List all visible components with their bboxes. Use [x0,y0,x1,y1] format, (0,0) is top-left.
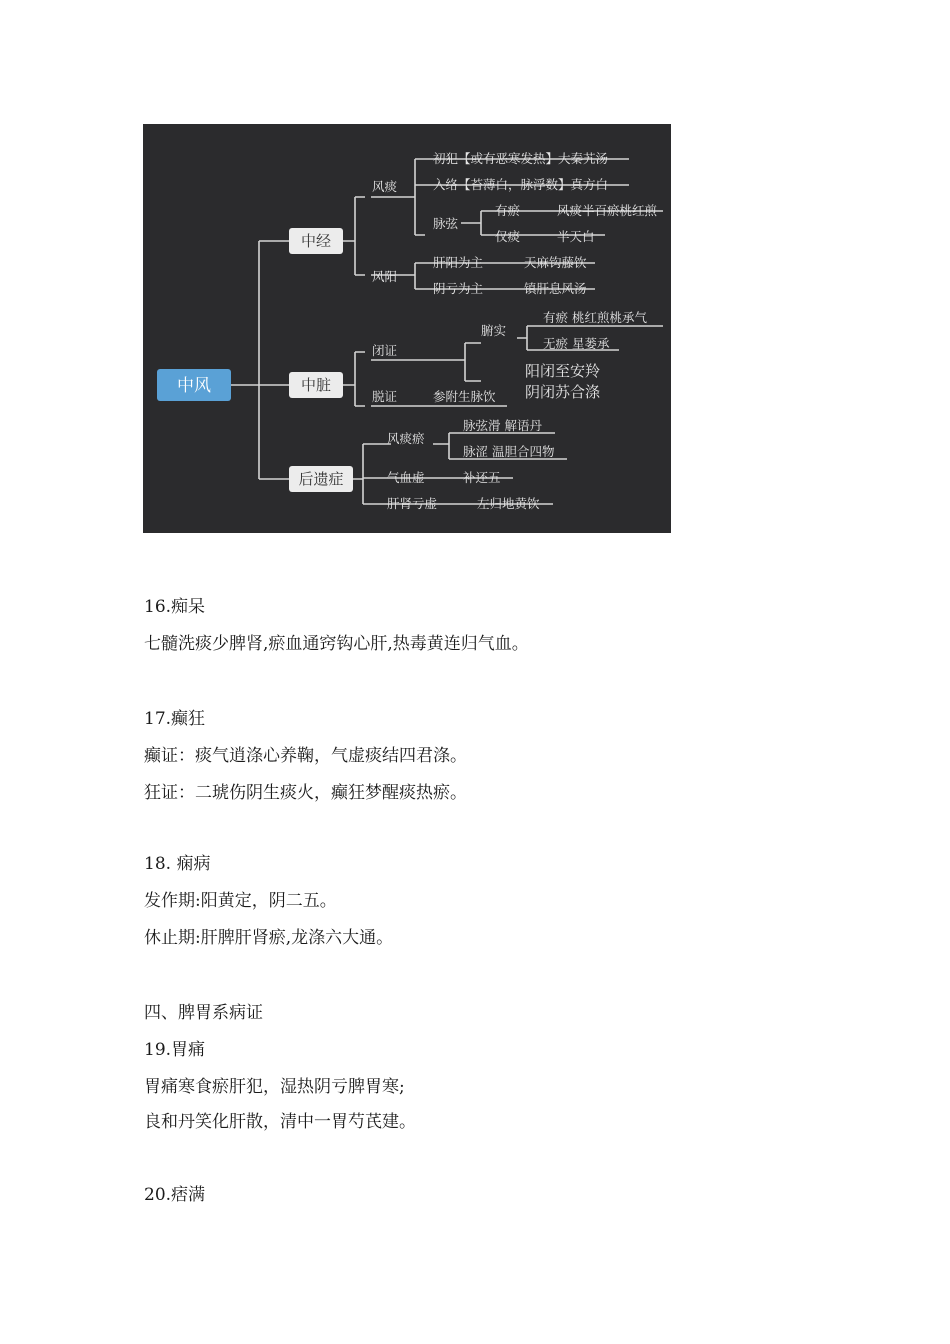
fengyang-item-1: 肝阳为主 [433,255,484,270]
youyu-label: 有瘀 [495,203,521,218]
section-16-title: 16.痴呆 [144,597,206,617]
fengyang-item-1-formula: 天麻钩藤饮 [524,255,587,270]
fengyang-item-2: 阴亏为主 [433,281,484,296]
tuozheng-formula: 参附生脉饮 [433,389,496,404]
section-17-line-1: 癫证：痰气逍涤心养鞠，气虚痰结四君涤。 [144,746,467,766]
section-19-title: 19.胃痛 [144,1040,206,1060]
maixian-label: 脉弦 [433,216,459,231]
youyu-formula: 风痰半百瘀桃红煎 [557,203,658,218]
section-17-title: 17.癫狂 [144,709,206,729]
section-18-line-2: 休止期:肝脾肝肾瘀,龙涤六大通。 [144,928,394,948]
tuozheng-label: 脱证 [372,389,398,404]
fengtanyu-label: 风痰瘀 [387,431,425,446]
fengyang-item-2-formula: 镇肝息风汤 [524,281,587,296]
section-18-title: 18. 痫病 [144,854,211,874]
qixuexu-label: 气血虚 [387,470,425,485]
section-17-line-2: 狂证：二琥伤阴生痰火，癫狂梦醒痰热瘀。 [144,783,467,803]
part-4-title: 四、脾胃系病证 [144,1003,263,1023]
root-label: 中风 [177,376,211,396]
section-18-line-1: 发作期:阳黄定，阴二五。 [144,891,337,911]
node-zhongzang-label: 中脏 [300,376,332,394]
fushi-item-2: 无瘀 星蒌承 [543,336,610,351]
jintan-label: 仅痰 [495,229,521,244]
qixuexu-formula: 补还五 [463,470,501,485]
node-houyizheng-label: 后遗症 [298,470,344,488]
mind-map-image [143,124,671,533]
yangbi-text: 阳闭至安羚 [525,362,601,380]
ganshen-label: 肝肾亏虚 [387,496,438,511]
section-20-title: 20.痞满 [144,1185,206,1205]
fushi-item-1: 有瘀 桃红煎桃承气 [543,310,647,325]
fengtan-item-2: 入络【苔薄白，脉浮数】真方白 [433,177,609,192]
section-19-line-2: 良和丹笑化肝散，清中一胃芍芪建。 [144,1112,416,1132]
yinbi-text: 阴闭苏合涤 [525,383,601,401]
section-16-line-1: 七髓洗痰少脾肾,瘀血通窍钩心肝,热毒黄连归气血。 [144,634,529,654]
section-19-line-1: 胃痛寒食瘀肝犯，湿热阴亏脾胃寒; [144,1077,405,1097]
fengtan-label: 风痰 [372,179,398,194]
node-zhongjing-label: 中经 [300,232,332,250]
fengtanyu-item-2: 脉涩 温胆合四物 [463,444,555,459]
bizheng-label: 闭证 [372,343,398,358]
ganshen-formula: 左归地黄饮 [477,496,540,511]
jintan-formula: 半天白 [557,229,595,244]
fengtan-item-1: 初犯【或有恶寒发热】大秦艽汤 [433,151,609,166]
fengtanyu-item-1: 脉弦滑 解语丹 [463,418,542,433]
fengyang-label: 风阳 [372,269,398,284]
fushi-label: 腑实 [481,323,507,338]
